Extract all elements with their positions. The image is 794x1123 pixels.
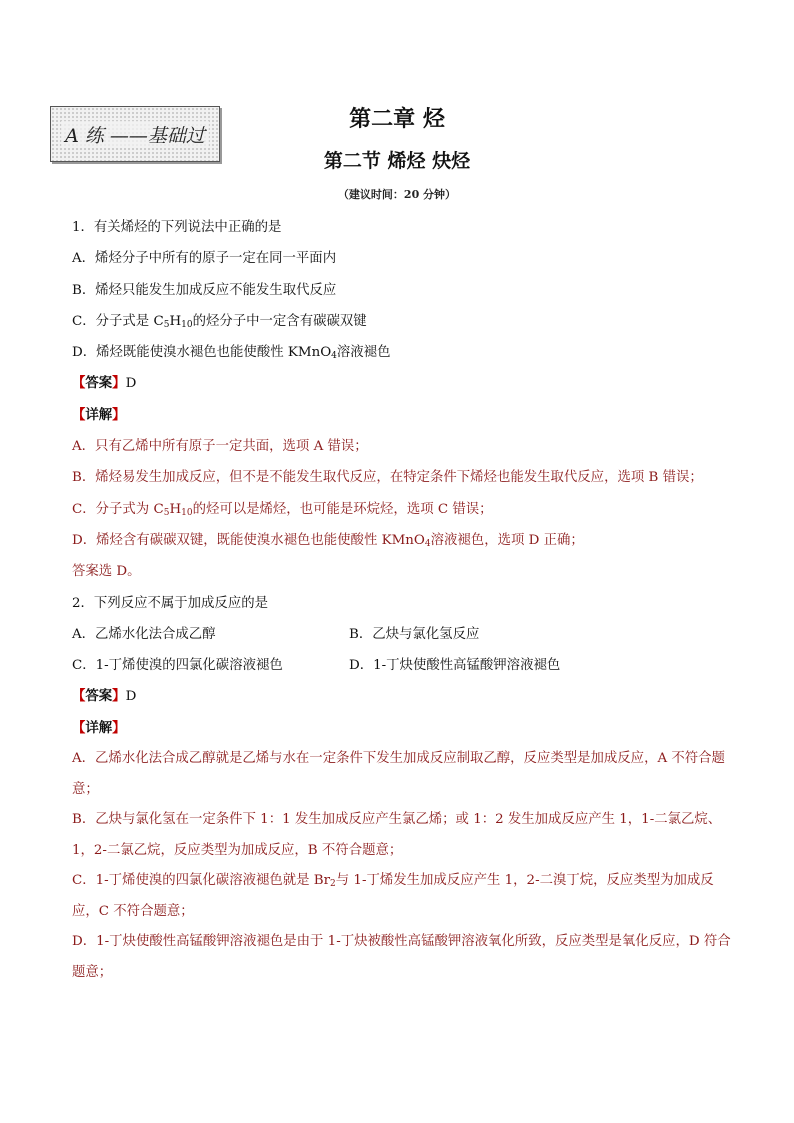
detail-label: 详解	[85, 406, 113, 423]
q1-explanation-d	[72, 525, 732, 556]
q2-explanation-c-text: 与 1-丁烯发生加成反应产生 1，2-二溴丁烷，反应类型为加成反应，C 不符合题意；	[72, 873, 714, 919]
q1-option-b: B．烯烃只能发生加成反应不能发生取代反应	[72, 282, 337, 298]
q1-option-c	[72, 306, 732, 337]
answer-value: D	[125, 376, 137, 392]
q2-explanation-c	[72, 866, 732, 927]
q1-explanation-c-text: 的烃可以是烯烃，也可能是环烷烃，选项 C 错误；	[192, 501, 493, 517]
chapter-title: 第二章 烃	[349, 107, 445, 132]
answer-label: 答案	[85, 375, 113, 392]
q1-explanation-b: B．烯烃易发生加成反应，但不是不能发生取代反应，在特定条件下烯烃也能发生取代反应，选项 B 错误；	[72, 470, 703, 486]
question-content	[72, 212, 732, 988]
q1-answer: 【答案】D	[72, 375, 137, 392]
q1-explanation-d-text: 溶液褪色，选项 D 正确；	[430, 532, 584, 548]
q1-option-d-text: 溶液褪色	[336, 345, 391, 361]
q2-stem: 2．下列反应不属于加成反应的是	[72, 595, 268, 611]
detail-label: 详解	[85, 719, 113, 736]
answer-label: 答案	[85, 688, 113, 705]
q1-option-d	[72, 337, 732, 368]
q2-explanation-a: A．乙烯水化法合成乙醇就是乙烯与水在一定条件下发生加成反应制取乙醇，反应类型是加成反应，A 不符合题意；	[72, 751, 725, 797]
q1-option-c-text: 的烃分子中一定含有碳碳双键	[192, 313, 367, 329]
subscript: 10	[181, 507, 193, 518]
q2-option-d: D．1-丁炔使酸性高锰酸钾溶液褪色	[349, 658, 561, 674]
q1-option-a: A．烯烃分子中所有的原子一定在同一平面内	[72, 251, 337, 267]
q1-detail-heading: 【详解】	[72, 406, 126, 423]
badge-label: A 练 ——基础过	[61, 121, 209, 148]
q2-option-a: A．乙烯水化法合成乙醇	[72, 626, 216, 642]
q2-detail-heading: 【详解】	[72, 719, 126, 736]
answer-value: D	[125, 689, 137, 705]
q1-option-d-text: D．烯烃既能使溴水褪色也能使酸性 KMnO	[72, 345, 332, 361]
q2-option-b: B．乙炔与氯化氢反应	[349, 626, 480, 642]
q1-option-c-text: H	[169, 313, 182, 329]
subscript: 5	[163, 319, 170, 330]
subscript: 10	[181, 319, 193, 330]
subscript: 4	[331, 351, 337, 362]
q1-explanation-a: A．只有乙烯中所有原子一定共面，选项 A 错误；	[72, 439, 368, 455]
q2-explanation-b: B．乙炔与氯化氢在一定条件下 1：1 发生加成反应产生氯乙烯；或 1：2 发生加成反应产生 1，1-二氯乙烷、1，2-二氯乙烷，反应类型为加成反应，B 不符合题意；	[72, 812, 722, 858]
q2-options-row-2	[72, 650, 732, 681]
suggested-time: （建议时间：20 分钟）	[337, 188, 457, 201]
q1-explanation-c	[72, 494, 732, 525]
q2-answer: 【答案】D	[72, 688, 137, 705]
q2-options-row-1	[72, 619, 732, 650]
subscript: 2	[330, 879, 336, 890]
section-title: 第二节 烯烃 炔烃	[323, 150, 471, 172]
q2-option-c: C．1-丁烯使溴的四氯化碳溶液褪色	[72, 658, 283, 674]
q1-conclusion: 答案选 D。	[72, 564, 141, 580]
q2-explanation-c-text: C．1-丁烯使溴的四氯化碳溶液褪色就是 Br	[72, 873, 331, 889]
q1-explanation-d-text: D．烯烃含有碳碳双键，既能使溴水褪色也能使酸性 KMnO	[72, 532, 425, 548]
q1-stem: 1．有关烯烃的下列说法中正确的是	[72, 220, 282, 235]
subscript: 5	[163, 507, 170, 518]
q1-explanation-c-text: H	[169, 501, 182, 517]
q1-explanation-c-text: C．分子式为 C	[72, 501, 164, 517]
q2-explanation-d: D．1-丁炔使酸性高锰酸钾溶液褪色是由于 1-丁炔被酸性高锰酸钾溶液氧化所致，反应类型是氧化反应，D 符合题意；	[72, 934, 731, 980]
subscript: 4	[424, 538, 431, 549]
q1-option-c-text: C．分子式是 C	[72, 313, 164, 329]
